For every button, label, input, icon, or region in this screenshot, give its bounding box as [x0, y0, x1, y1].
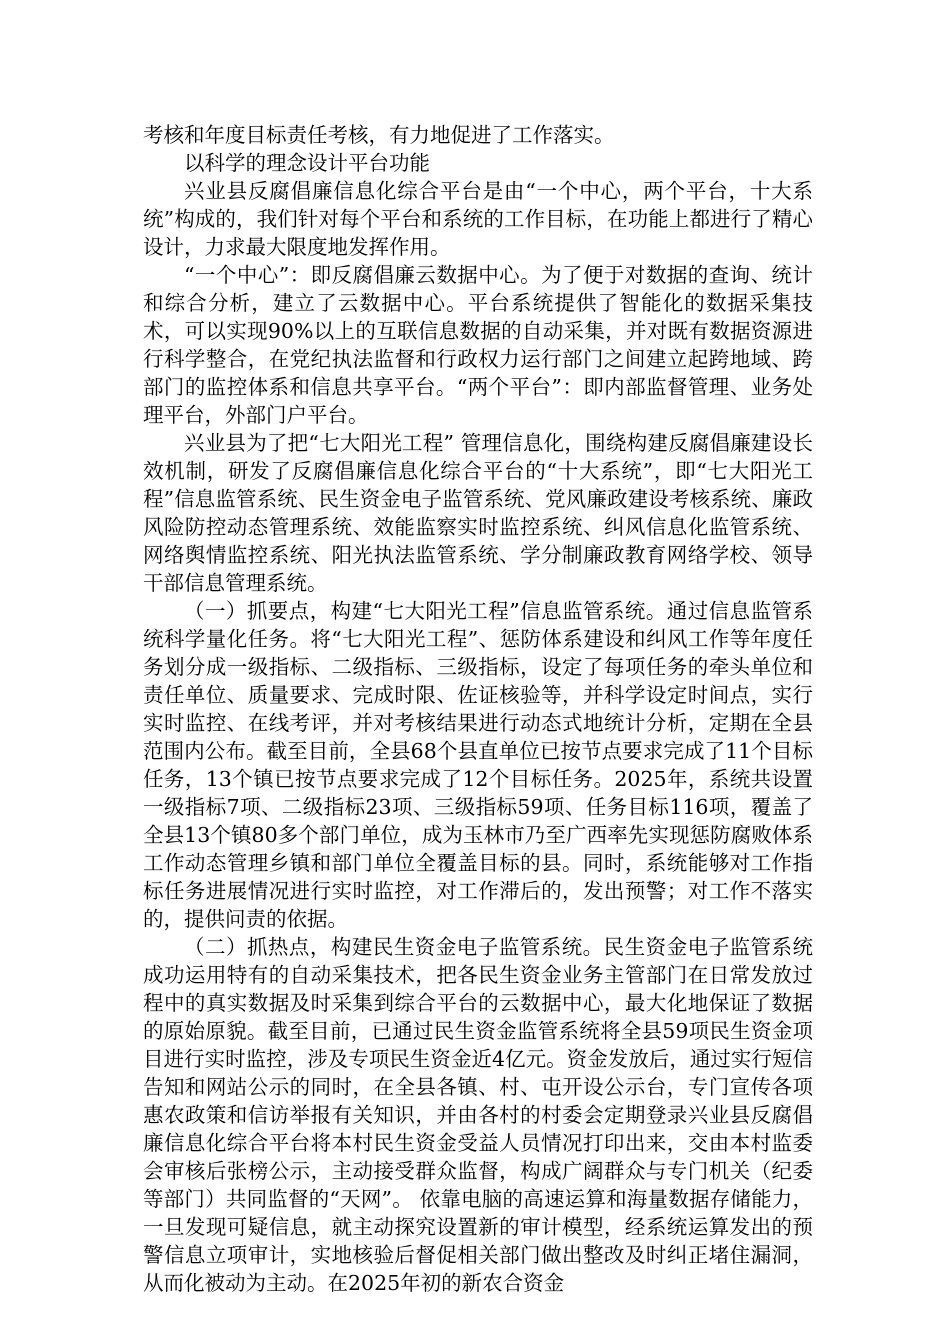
paragraph: （一）抓要点，构建“七大阳光工程”信息监管系统。通过信息监管系统科学量化任务。将“七大阳光工程”、惩防体系建设和纠风工作等年度任务划分成一级指标、二级指标、三级指标，设定了每项任务的牵头单位和责任单位、质量要求、完成时限、佐证核验等，并科学设定时间点，实行实时监控、在线考评，并对考核结果进行动态式地统计分析，定期在全县范围内公布。截至目前，全县68个县直单位已按节点要求完成了11个目标任务，13个镇已按节点要求完成了12个目标任务。2025年，系统共设置一级指标7项、二级指标23项、三级指标59项、任务目标116项，覆盖了全县13个镇80多个部门单位，成为玉林市乃至广西率先实现惩防腐败体系工作动态管理乡镇和部门单位全覆盖目标的县。同时，系统能够对工作指标任务进展情况进行实时监控，对工作滞后的，发出预警；对工作不落实的，提供问责的依据。 — [143, 599, 813, 931]
paragraph: “一个中心”：即反腐倡廉云数据中心。为了便于对数据的查询、统计和综合分析，建立了云数据中心。平台系统提供了智能化的数据采集技术，可以实现90%以上的互联信息数据的自动采集，并对既有数据资源进行科学整合，在党纪执法监督和行政权力运行部门之间建立起跨地域、跨部门的监控体系和信息共享平台。“两个平台”：即内部监督管理、业务处理平台，外部门户平台。 — [143, 263, 813, 427]
section-heading: 以科学的理念设计平台功能 — [184, 151, 430, 175]
paragraph: 兴业县为了把“七大阳光工程” 管理信息化，围绕构建反腐倡廉建设长效机制，研发了反腐倡廉信息化综合平台的“十大系统”，即“七大阳光工程”信息监管系统、民生资金电子监管系统、党风廉政建设考核系统、廉政风险防控动态管理系统、效能监察实时监控系统、纠风信息化监管系统、网络舆情监控系统、阳光执法监管系统、学分制廉政教育网络学校、领导干部信息管理系统。 — [143, 431, 813, 595]
paragraph: 兴业县反腐倡廉信息化综合平台是由“一个中心，两个平台，十大系统”构成的，我们针对每个平台和系统的工作目标，在功能上都进行了精心设计，力求最大限度地发挥作用。 — [143, 179, 813, 259]
paragraph: （二）抓热点，构建民生资金电子监管系统。民生资金电子监管系统成功运用特有的自动采集技术，把各民生资金业务主管部门在日常发放过程中的真实数据及时采集到综合平台的云数据中心，最大化地保证了数据的原始原貌。截至目前，已通过民生资金监管系统将全县59项民生资金项目进行实时监控，涉及专项民生资金近4亿元。资金发放后，通过实行短信告知和网站公示的同时，在全县各镇、村、屯开设公示台，专门宣传各项惠农政策和信访举报有关知识，并由各村的村委会定期登录兴业县反腐倡廉信息化综合平台将本村民生资金受益人员情况打印出来，交由本村监委会审核后张榜公示，主动接受群众监督，构成广阔群众与专门机关（纪委等部门）共同监督的“天网”。 依靠电脑的高速运算和海量数据存储能力，一旦发现可疑信息，就主动探究设置新的审计模型，经系统运算发出的预警信息立项审计，实地核验后督促相关部门做出整改及时纠正堵住漏洞，从而化被动为主动。在2025年初的新农合资金 — [143, 935, 813, 1295]
document-body — [143, 121, 813, 1297]
paragraph: 考核和年度目标责任考核，有力地促进了工作落实。 — [143, 123, 615, 147]
